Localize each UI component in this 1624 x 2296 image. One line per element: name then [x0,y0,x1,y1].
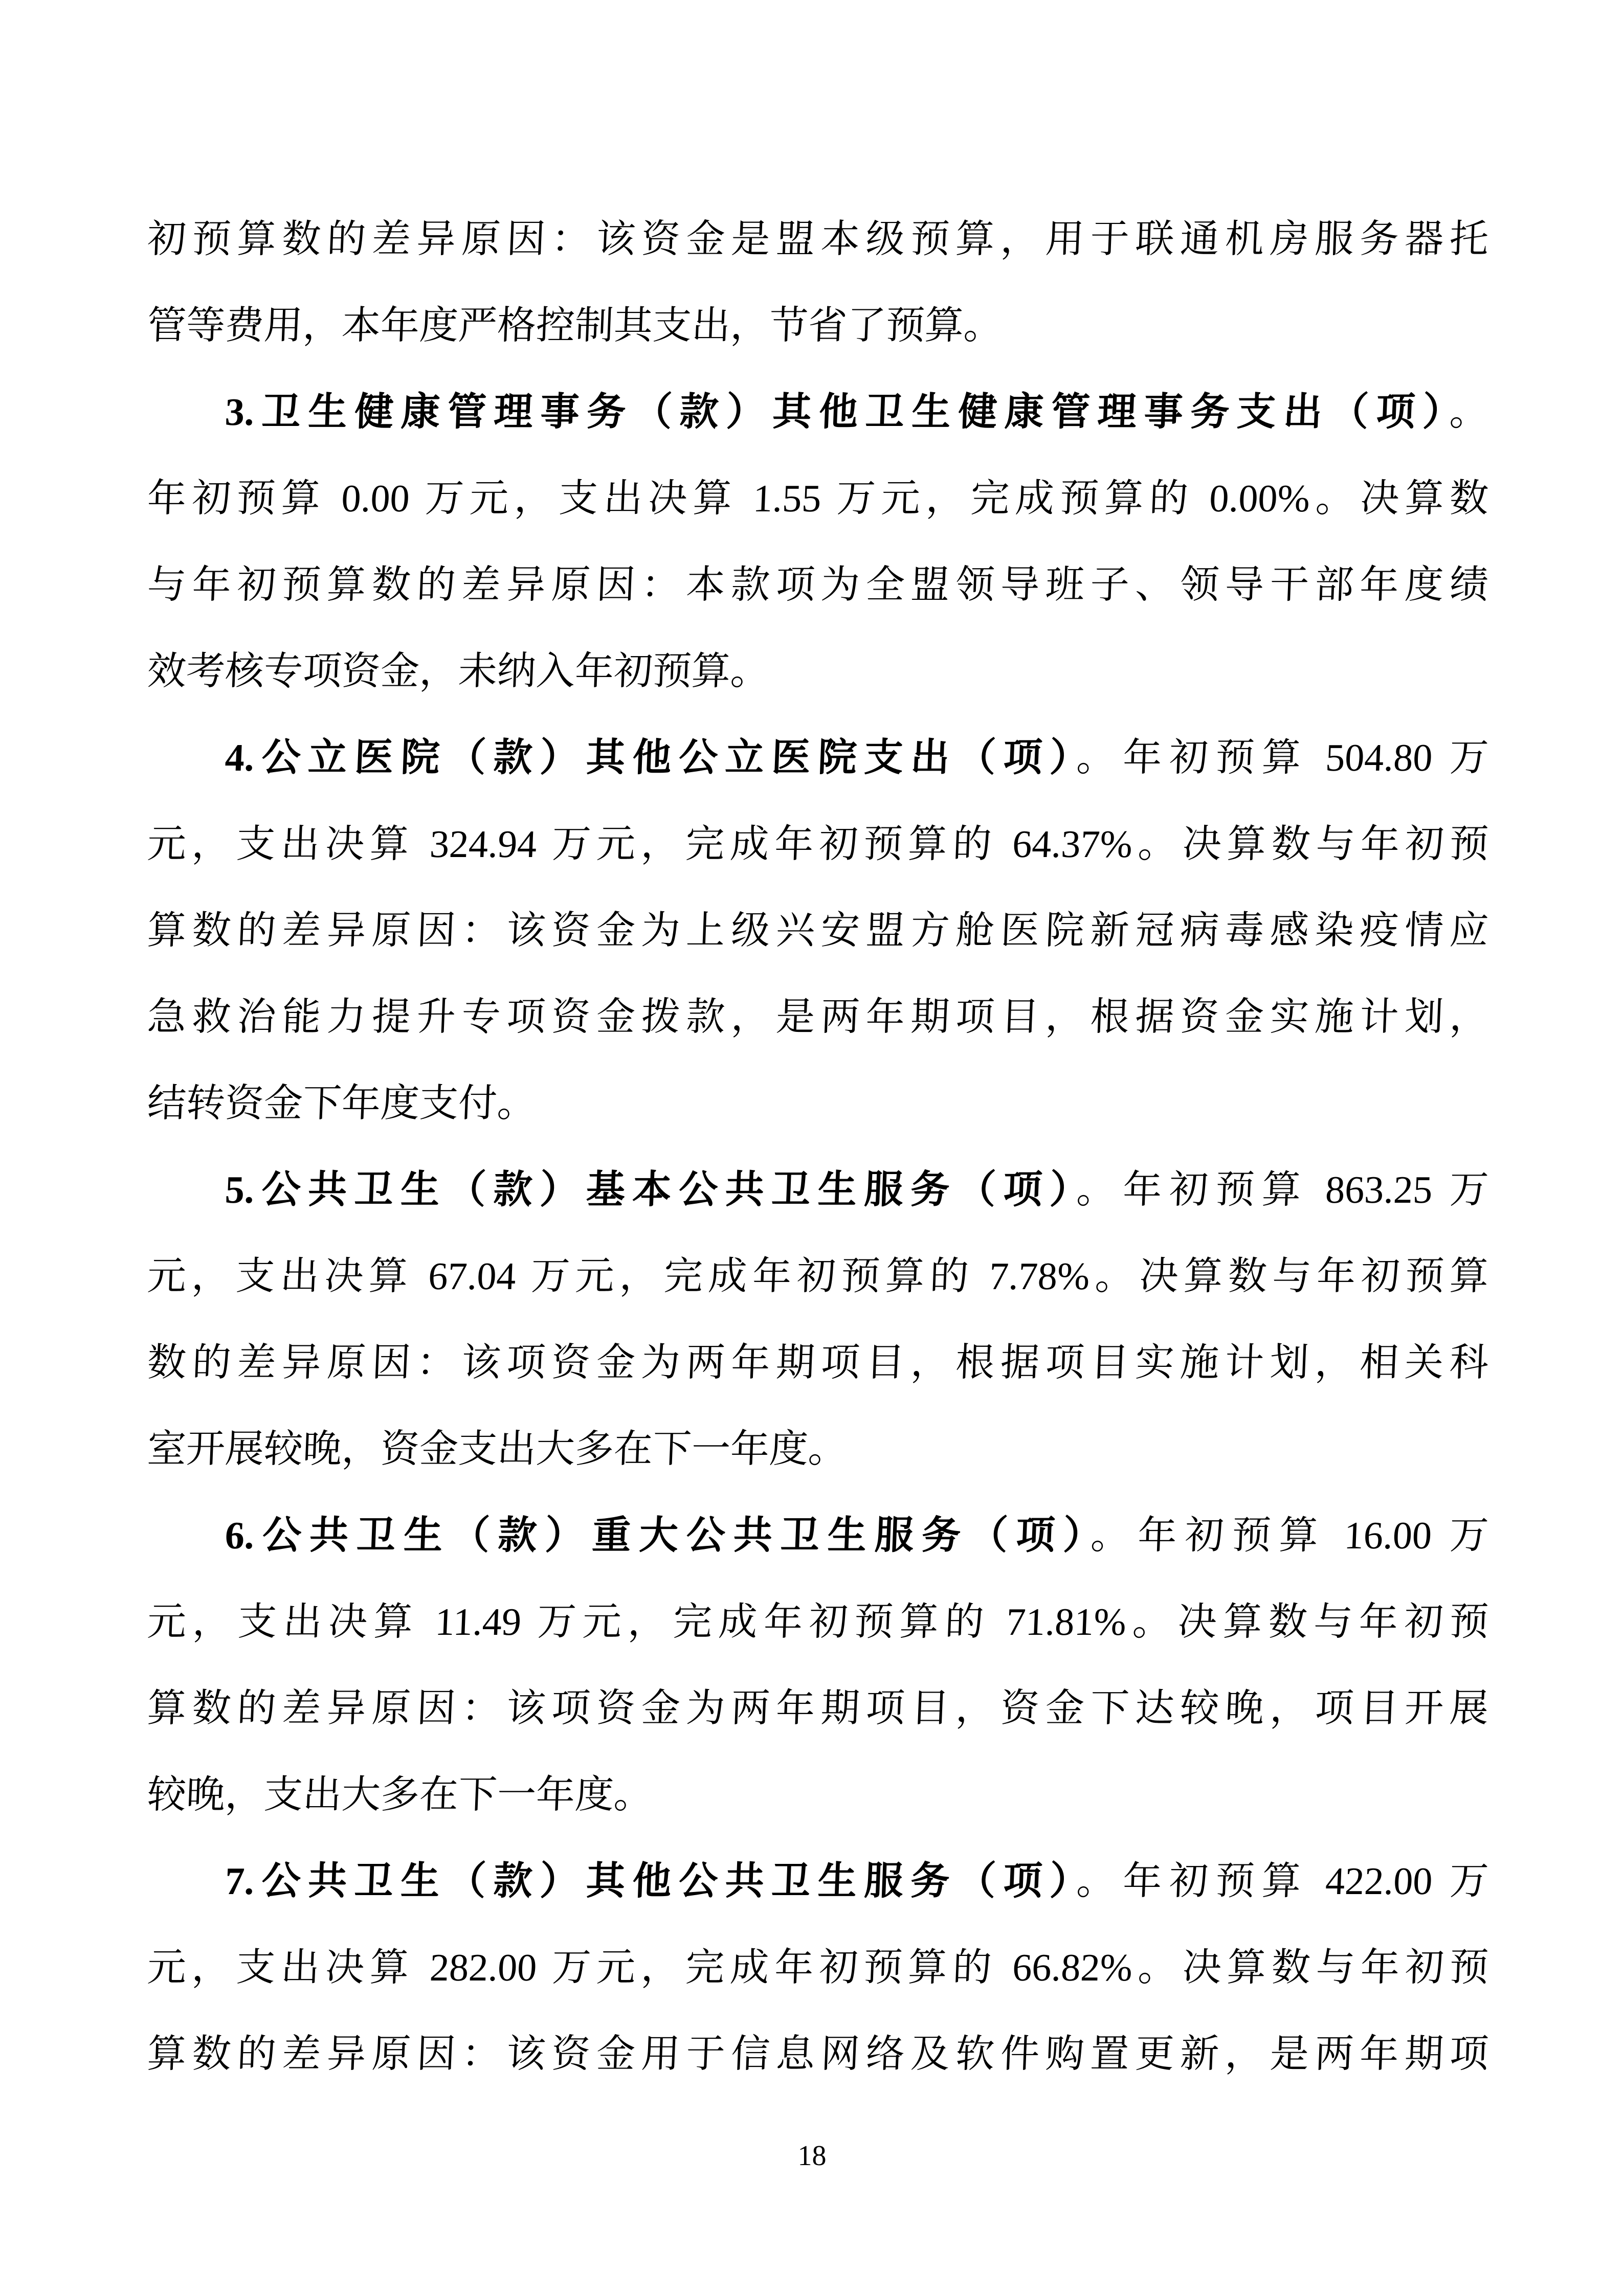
heading-segment: 4.公立医院（款）其他公立医院支出（项） [224,736,1078,779]
body-segment: 与年初预算数的差异原因：本款项为全盟领导班子、领导干部年度绩 [146,564,1489,606]
body-segment: 元，支出决算 282.00 万元，完成年初预算的 66.82%。决算数与年初预 [146,1946,1489,1989]
page-number: 18 [797,2140,827,2172]
text-line [146,888,1490,974]
body-segment: 元，支出决算 324.94 万元，完成年初预算的 64.37%。决算数与年初预 [146,823,1489,866]
text-line [146,542,1490,628]
body-segment: 。年初预算 422.00 万 [1076,1860,1489,1903]
text-line [146,1925,1490,2011]
body-segment: 。年初预算 504.80 万 [1076,736,1489,779]
body-segment: 结转资金下年度支付。 [146,1082,537,1125]
body-segment: 算数的差异原因：该资金用于信息网络及软件购置更新，是两年期项 [146,2033,1489,2076]
text-line [146,974,1490,1061]
heading-segment: 3.卫生健康管理事务（款）其他卫生健康管理事务支出（项） [224,391,1451,434]
text-line [146,456,1490,542]
body-segment: 数的差异原因：该项资金为两年期项目，根据项目实施计划，相关科 [146,1341,1489,1384]
text-line [146,1493,1490,1579]
text-line [146,1579,1490,1665]
heading-segment: 6.公共卫生（款）重大公共卫生服务（项） [224,1514,1092,1557]
text-line [146,1147,1490,1233]
heading-segment: 5.公共卫生（款）基本公共卫生服务（项） [224,1168,1078,1211]
text-line [146,715,1490,801]
text-line [146,196,1490,283]
body-segment: 元，支出决算 67.04 万元，完成年初预算的 7.78%。决算数与年初预算 [146,1255,1489,1298]
text-line [146,628,1490,715]
body-segment: 效考核专项资金，未纳入年初预算。 [146,650,770,693]
text-line [146,1320,1490,1406]
body-segment: 算数的差异原因：该项资金为两年期项目，资金下达较晚，项目开展 [146,1687,1489,1730]
heading-segment: 7.公共卫生（款）其他公共卫生服务（项） [224,1860,1078,1903]
body-segment: 算数的差异原因：该资金为上级兴安盟方舱医院新冠病毒感染疫情应 [146,909,1489,952]
text-line [146,283,1490,369]
body-segment: 室开展较晚，资金支出大多在下一年度。 [146,1428,848,1471]
text-line [146,1233,1490,1320]
text-line [146,1406,1490,1493]
body-segment: 管等费用，本年度严格控制其支出，节省了预算。 [146,304,1004,347]
text-line [146,1665,1490,1752]
text-line [146,801,1490,888]
body-segment: 急救治能力提升专项资金拨款，是两年期项目，根据资金实施计划， [146,996,1489,1039]
body-segment: 。 [1449,391,1489,434]
text-line [146,369,1490,456]
body-segment: 初预算数的差异原因：该资金是盟本级预算，用于联通机房服务器托 [146,218,1489,261]
body-segment: 。年初预算 863.25 万 [1076,1168,1489,1211]
body-segment: 年初预算 0.00 万元，支出决算 1.55 万元，完成预算的 0.00%。决算数 [146,477,1489,520]
text-line [146,1752,1490,1838]
text-block [147,196,1488,2098]
text-line [146,1838,1490,1925]
text-line [146,2011,1490,2098]
body-segment: 较晚，支出大多在下一年度。 [146,1773,654,1816]
text-line [146,1061,1490,1147]
body-segment: 。年初预算 16.00 万 [1089,1514,1489,1557]
body-segment: 元，支出决算 11.49 万元，完成年初预算的 71.81%。决算数与年初预 [146,1601,1489,1644]
